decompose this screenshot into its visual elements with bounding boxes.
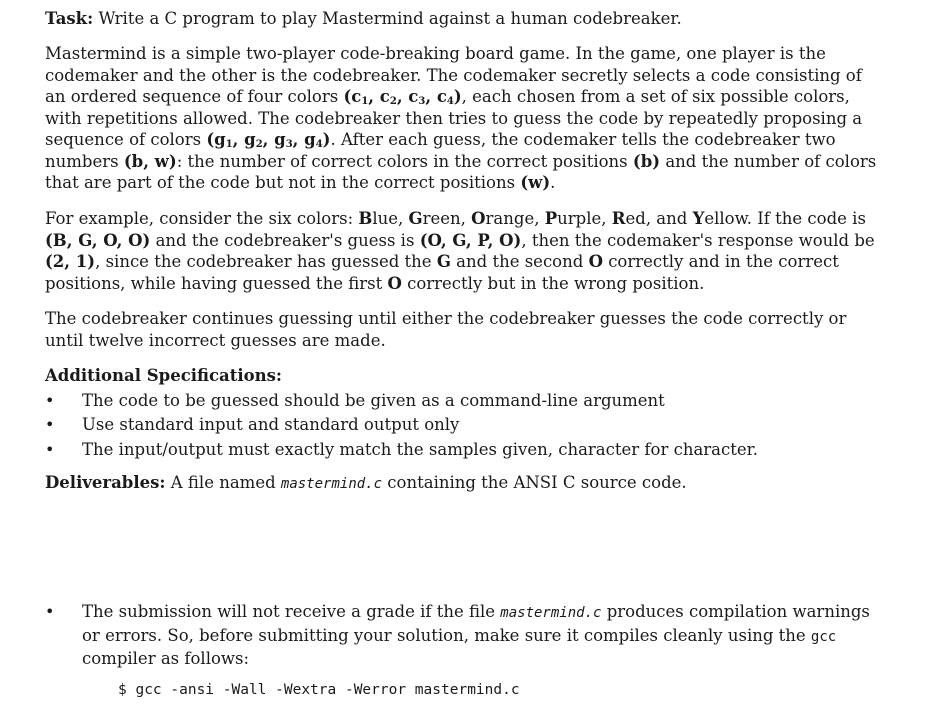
continue-text: The codebreaker continues guessing until either the codebreaker guesses the code correctly or until twelve incorrect guesses are made.	[45, 309, 847, 350]
intro-text-4: : the number of correct colors in the correct positions	[176, 151, 628, 171]
task-line	[45, 8, 885, 30]
example-text-a: For example, consider the six colors:	[45, 209, 354, 228]
w-value: (w)	[520, 173, 551, 192]
specs-section	[45, 365, 885, 460]
example-text-d: , then the codemaker's response would be	[521, 230, 875, 250]
list-item: • The input/output must exactly match the samples given, character for character.	[45, 439, 885, 461]
continue-paragraph	[45, 308, 885, 351]
intro-text-5: and the number of colors that are part of the code but not in the correct positions	[45, 151, 877, 192]
example-text-h: correctly but in the wrong position.	[407, 273, 705, 293]
intro-text-2: , each chosen from a set of six possible colors, with repetitions allowed. The codebreaker then tries to guess the code by repeatedly proposing a sequence of colors	[45, 87, 863, 149]
compile-command: $ gcc -ansi -Wall -Wextra -Werror mastermind.c	[118, 682, 520, 698]
note-text-b: produces compilation warnings or errors. So, before submitting your solution, make sure it compiles cleanly using the	[82, 602, 870, 645]
note-text-a: The submission will not receive a grade if the file	[82, 602, 496, 621]
intro-text-3: . After each guess, the codemaker tells the codebreaker two numbers	[45, 130, 836, 171]
specs-heading: Additional Specifications:	[45, 366, 283, 385]
deliverables-line	[45, 472, 885, 496]
intro-text-1: Mastermind is a simple two-player code-breaking board game. In the game, one player is the codemaker and the other is the codebreaker. The codemaker secretly selects a code consisting of an ordered sequence of four colors	[45, 44, 862, 106]
deliverables-file: mastermind.c	[280, 476, 383, 492]
example-text-g: correctly and in the correct positions, while having guessed the first	[45, 252, 839, 293]
example-code: (B, G, O, O)	[45, 230, 151, 250]
example-text-b: If the code is	[757, 209, 866, 228]
list-item	[45, 601, 885, 670]
task-label: Task:	[45, 9, 94, 28]
task-text: Write a C program to play Mastermind against a human codebreaker.	[98, 9, 682, 28]
b-value: (b)	[632, 151, 661, 171]
specs-list	[45, 390, 885, 461]
example-response: (2, 1)	[45, 252, 96, 271]
bw-pair: (b, w)	[123, 151, 177, 171]
example-guess: (O, G, P, O)	[419, 230, 522, 250]
note-text-c: compiler as follows:	[82, 649, 250, 668]
guess-tuple: ($g_1$, $g_2$, $g_3$, $g_4$)	[206, 130, 331, 150]
deliverables-text-a: A file named	[170, 473, 276, 492]
deliverables-label: Deliverables:	[45, 473, 166, 492]
intro-paragraph: Mastermind is a simple two-player code-breaking board game. In the game, one player is the codemaker and the other is the codebreaker. The codemaker secretly selects a code consisting of an ordered sequence of four colors ($c_1$, $c_2$, $c_3$, $c_4$), each chosen from a set of six possible colors, with repetitions allowed. The codebreaker then tries to guess the code by repeatedly proposing a sequence of colors ($g_1$, $g_2$, $g_3$, $g_4$). After each guess, the codemaker tells the codebreaker two numbers (b, w): the number of correct colors in the correct positions (b) and the number of colors that are part of the code but not in the correct positions (w).	[45, 44, 877, 192]
deliverables-text-b: containing the ANSI C source code.	[387, 473, 687, 492]
example-paragraph: For example, consider the six colors: Blue, Green, Orange, Purple, Red, and Yellow. If the code is (B, G, O, O) and the codebreaker's guess is (O, G, P, O), then the codemaker's response would be (2, 1), since the codebreaker has guessed the G and the second O correctly and in the correct positions, while having guessed the first O correctly but in the wrong position.	[45, 209, 875, 293]
example-text-f: and the second	[456, 252, 584, 271]
example-text-e: , since the codebreaker has guessed the	[95, 252, 432, 271]
note-compiler: gcc	[810, 628, 837, 645]
note-section	[45, 601, 885, 670]
code-tuple: ($c_1$, $c_2$, $c_3$, $c_4$)	[343, 87, 462, 107]
note-file: mastermind.c	[500, 605, 602, 621]
list-item: • Use standard input and standard output only	[45, 414, 885, 436]
example-text-c: and the codebreaker's guess is	[155, 230, 415, 250]
list-item: • The code to be guessed should be given as a command-line argument	[45, 390, 885, 412]
